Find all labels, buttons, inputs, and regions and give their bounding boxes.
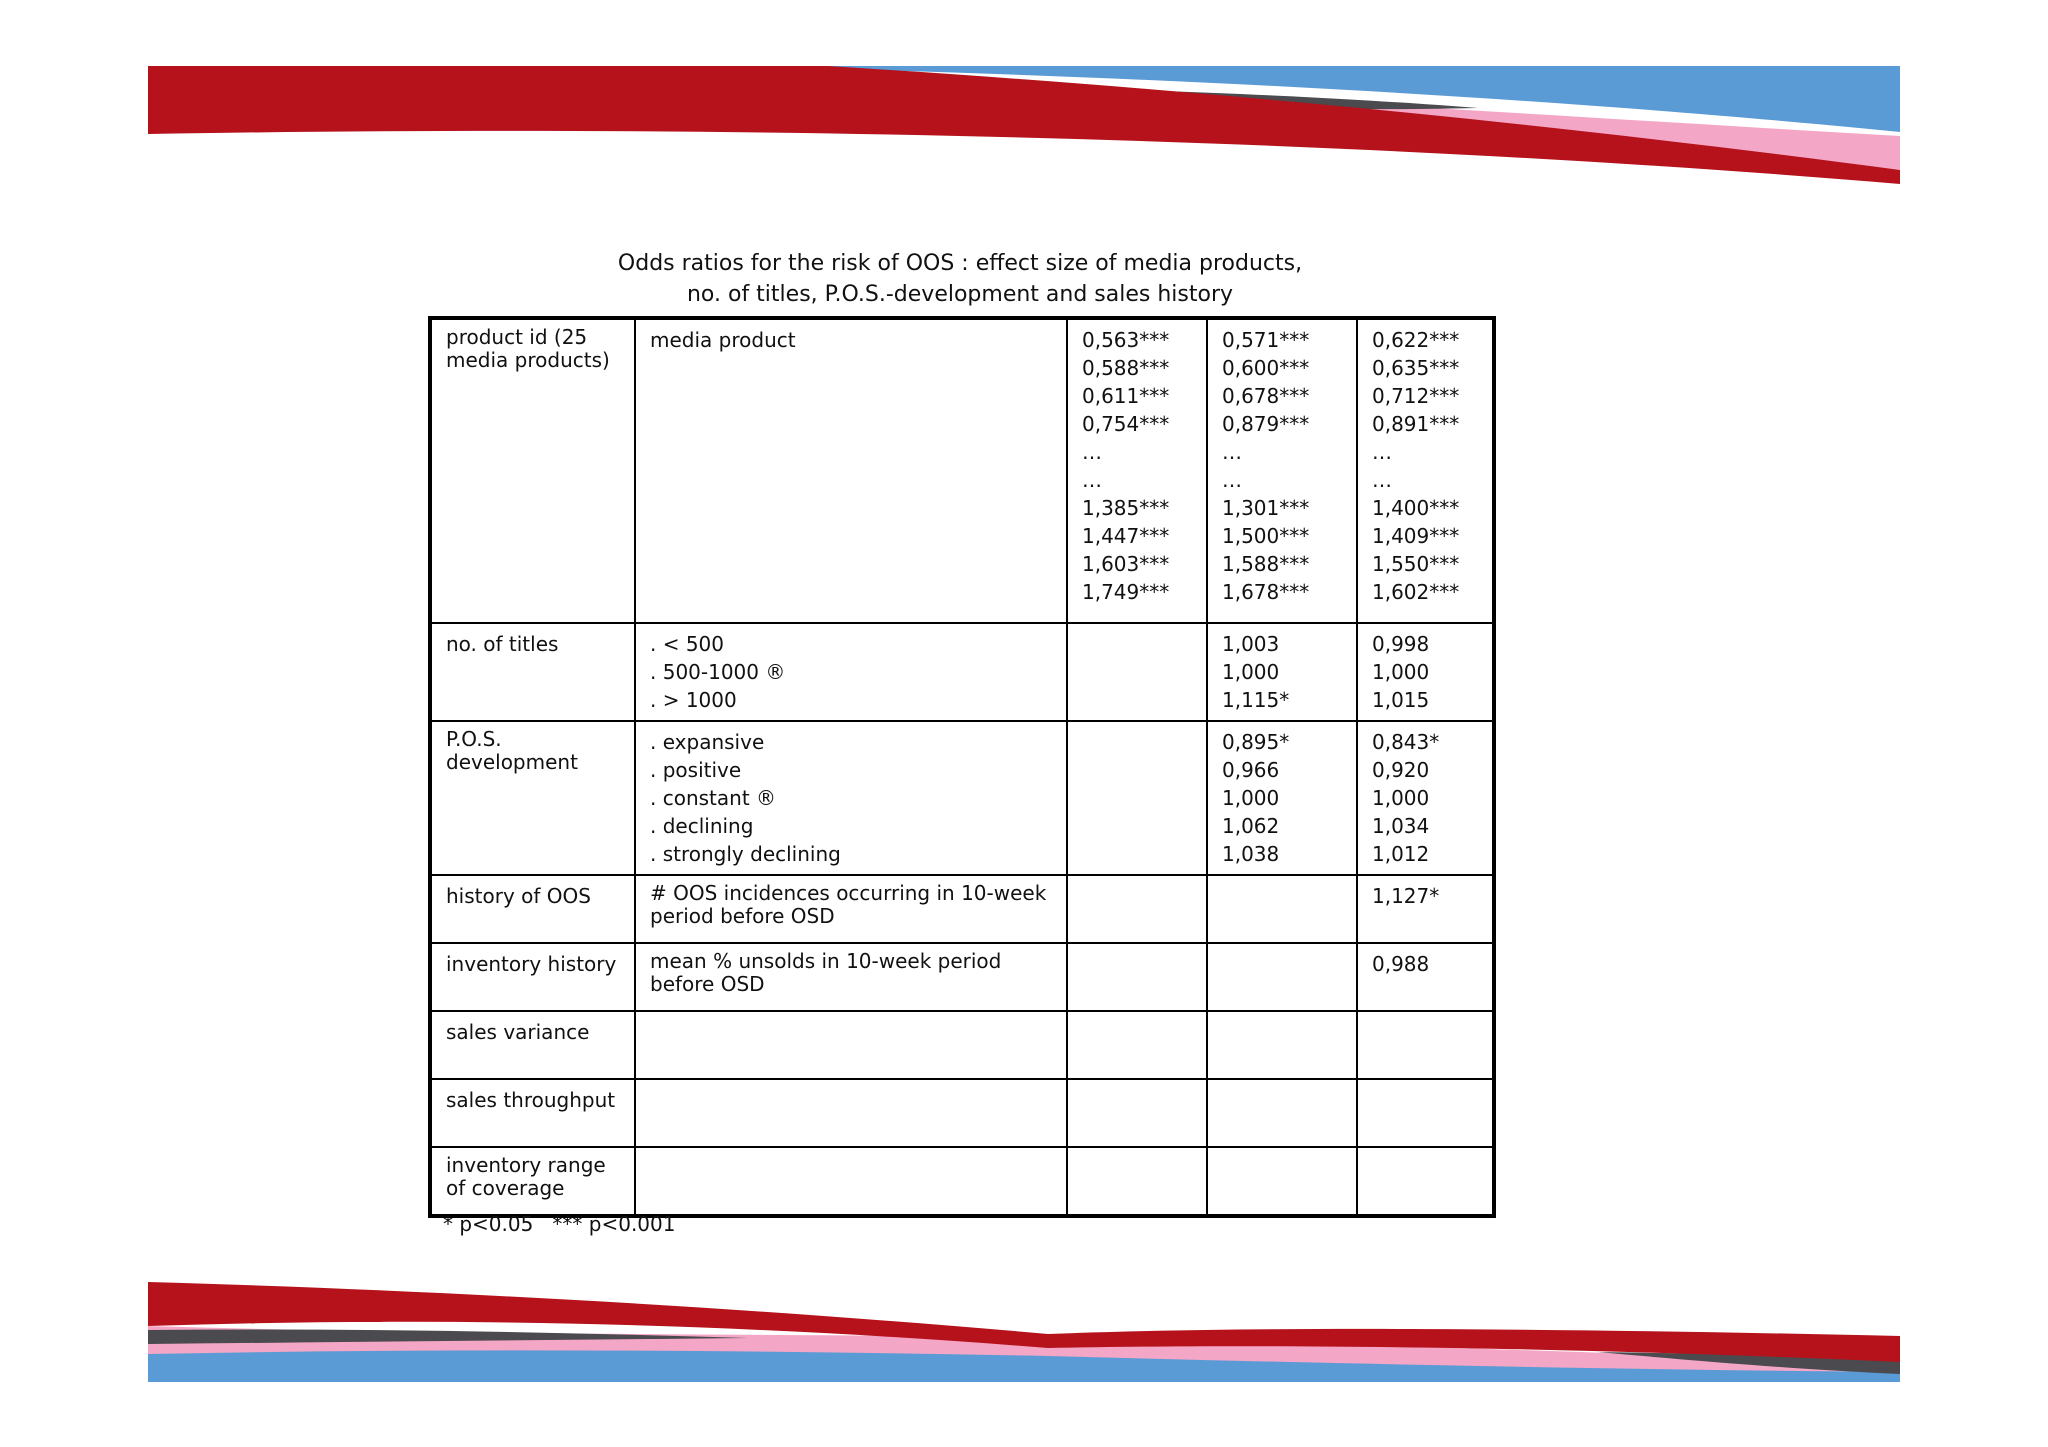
row-label: history of OOS bbox=[430, 875, 635, 943]
value: 0,635*** bbox=[1372, 356, 1460, 380]
row-label bbox=[430, 1147, 635, 1216]
value: 1,749*** bbox=[1082, 580, 1170, 604]
bottom-decorative-wave-band bbox=[148, 1282, 1900, 1382]
value: 1,301*** bbox=[1222, 496, 1310, 520]
value: 0,622*** bbox=[1372, 328, 1460, 352]
odds-ratio-table bbox=[428, 316, 1496, 1218]
category-cell bbox=[635, 721, 1067, 875]
table-title bbox=[560, 248, 1360, 310]
category-cell bbox=[635, 1079, 1067, 1147]
value: 1,000 bbox=[1372, 786, 1430, 810]
value: 1,000 bbox=[1372, 660, 1430, 684]
model-2-cell bbox=[1207, 318, 1357, 623]
table-row bbox=[430, 318, 1494, 623]
model-3-cell bbox=[1357, 1011, 1494, 1079]
value: 0,988 bbox=[1372, 952, 1430, 976]
value: 1,038 bbox=[1222, 842, 1280, 866]
category-item: . constant ® bbox=[650, 786, 777, 810]
value: 0,678*** bbox=[1222, 384, 1310, 408]
value: 1,000 bbox=[1222, 660, 1280, 684]
category-item: mean % unsolds in 10-week period before OSD bbox=[650, 949, 1002, 996]
model-1-cell bbox=[1067, 1079, 1207, 1147]
value: 1,500*** bbox=[1222, 524, 1310, 548]
top-decorative-wave-band bbox=[148, 66, 1900, 184]
value: 0,966 bbox=[1222, 758, 1280, 782]
row-label bbox=[430, 721, 635, 875]
value: 0,754*** bbox=[1082, 412, 1170, 436]
value: 0,571*** bbox=[1222, 328, 1310, 352]
table-row bbox=[430, 943, 1494, 1011]
value: 1,602*** bbox=[1372, 580, 1460, 604]
value: … bbox=[1222, 440, 1242, 464]
table-row bbox=[430, 1147, 1494, 1216]
value: 0,843* bbox=[1372, 730, 1440, 754]
value: 1,012 bbox=[1372, 842, 1430, 866]
value: 1,409*** bbox=[1372, 524, 1460, 548]
title-line-1: Odds ratios for the risk of OOS : effect size of media products, bbox=[617, 251, 1303, 276]
value: 0,588*** bbox=[1082, 356, 1170, 380]
value: 1,400*** bbox=[1372, 496, 1460, 520]
row-label: no. of titles bbox=[430, 623, 635, 721]
value: 1,034 bbox=[1372, 814, 1430, 838]
model-1-cell bbox=[1067, 721, 1207, 875]
category-item: . > 1000 bbox=[650, 688, 737, 712]
table-row bbox=[430, 721, 1494, 875]
model-2-cell bbox=[1207, 721, 1357, 875]
model-3-cell bbox=[1357, 623, 1494, 721]
value: 0,895* bbox=[1222, 730, 1290, 754]
model-2-cell bbox=[1207, 875, 1357, 943]
model-2-cell bbox=[1207, 1079, 1357, 1147]
model-3-cell bbox=[1357, 318, 1494, 623]
category-cell bbox=[635, 1011, 1067, 1079]
value: 0,611*** bbox=[1082, 384, 1170, 408]
row-label-text: inventory range of coverage bbox=[446, 1153, 606, 1200]
model-2-cell bbox=[1207, 943, 1357, 1011]
row-label: sales throughput bbox=[430, 1079, 635, 1147]
category-item: . declining bbox=[650, 814, 754, 838]
row-label: sales variance bbox=[430, 1011, 635, 1079]
category-item: . positive bbox=[650, 758, 742, 782]
value: 0,891*** bbox=[1372, 412, 1460, 436]
value: 1,062 bbox=[1222, 814, 1280, 838]
row-label: product id (25 media products) bbox=[430, 318, 635, 623]
model-1-cell bbox=[1067, 1011, 1207, 1079]
value: 1,003 bbox=[1222, 632, 1280, 656]
value: 0,600*** bbox=[1222, 356, 1310, 380]
significance-footnote: * p<0.05 *** p<0.001 bbox=[443, 1212, 676, 1236]
value: 1,447*** bbox=[1082, 524, 1170, 548]
value: … bbox=[1372, 468, 1392, 492]
value: 1,588*** bbox=[1222, 552, 1310, 576]
value: 1,015 bbox=[1372, 688, 1430, 712]
table-row bbox=[430, 1079, 1494, 1147]
category-item: . expansive bbox=[650, 730, 765, 754]
model-2-cell bbox=[1207, 1147, 1357, 1216]
value: … bbox=[1372, 440, 1392, 464]
model-3-cell bbox=[1357, 1147, 1494, 1216]
table-row bbox=[430, 623, 1494, 721]
value: 1,678*** bbox=[1222, 580, 1310, 604]
value: 1,385*** bbox=[1082, 496, 1170, 520]
title-line-2: no. of titles, P.O.S.-development and sales history bbox=[686, 282, 1234, 307]
value: … bbox=[1082, 468, 1102, 492]
model-1-cell bbox=[1067, 943, 1207, 1011]
value: 0,563*** bbox=[1082, 328, 1170, 352]
value: 1,127* bbox=[1372, 884, 1440, 908]
model-3-cell bbox=[1357, 721, 1494, 875]
model-2-cell bbox=[1207, 1011, 1357, 1079]
category-cell bbox=[635, 623, 1067, 721]
category-item: # OOS incidences occurring in 10-week period before OSD bbox=[650, 881, 1047, 928]
category-item: media product bbox=[650, 328, 796, 352]
row-label-text: P.O.S. development bbox=[446, 727, 578, 774]
model-3-cell bbox=[1357, 943, 1494, 1011]
value: 1,603*** bbox=[1082, 552, 1170, 576]
category-item: . < 500 bbox=[650, 632, 725, 656]
value: 0,920 bbox=[1372, 758, 1430, 782]
category-cell bbox=[635, 943, 1067, 1011]
value: 1,115* bbox=[1222, 688, 1290, 712]
model-1-cell bbox=[1067, 318, 1207, 623]
value: 0,879*** bbox=[1222, 412, 1310, 436]
category-cell bbox=[635, 318, 1067, 623]
value: 0,712*** bbox=[1372, 384, 1460, 408]
model-1-cell bbox=[1067, 1147, 1207, 1216]
model-1-cell bbox=[1067, 875, 1207, 943]
value: 1,550*** bbox=[1372, 552, 1460, 576]
model-1-cell bbox=[1067, 623, 1207, 721]
value: … bbox=[1222, 468, 1242, 492]
category-item: . strongly declining bbox=[650, 842, 841, 866]
row-label: inventory history bbox=[430, 943, 635, 1011]
category-cell bbox=[635, 1147, 1067, 1216]
table-row bbox=[430, 875, 1494, 943]
table-row bbox=[430, 1011, 1494, 1079]
model-3-cell bbox=[1357, 1079, 1494, 1147]
model-2-cell bbox=[1207, 623, 1357, 721]
model-3-cell bbox=[1357, 875, 1494, 943]
value: 0,998 bbox=[1372, 632, 1430, 656]
value: … bbox=[1082, 440, 1102, 464]
category-item: . 500-1000 ® bbox=[650, 660, 786, 684]
value: 1,000 bbox=[1222, 786, 1280, 810]
category-cell bbox=[635, 875, 1067, 943]
